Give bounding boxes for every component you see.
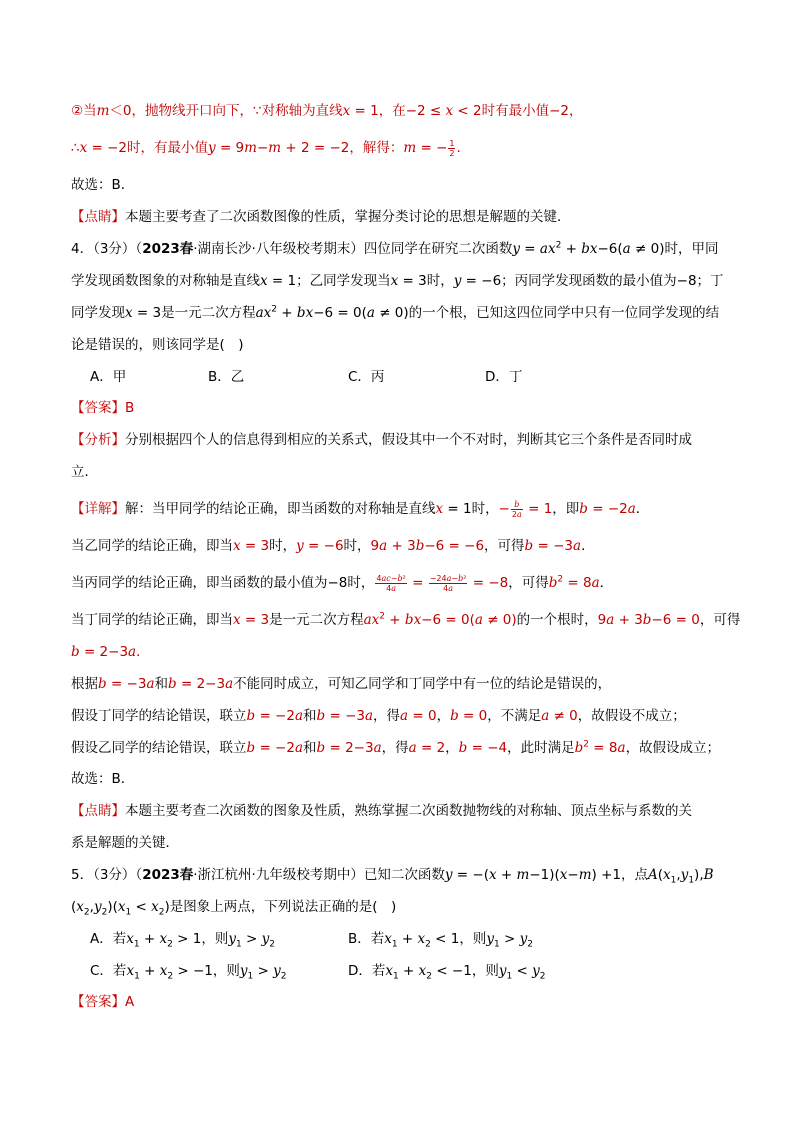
q5-option-d: D．若$x_1 + x_2 < -1$，则$y_1 < y_2$	[348, 963, 546, 982]
question-5-stem-line-1: 5．（3分）（2023春·浙江杭州·九年级校考期中）已知二次函数y = −(x + m−1)(x−m) +1，点$A(x_1,y_1),B$	[71, 867, 714, 886]
key-point-line-2b: 系是解题的关键．	[71, 835, 179, 851]
q4-detail-line-8: 假设乙同学的结论错误，联立b = −2a和b = 2−3a，得a = 2，b = −4，此时满足$b^2 = 8a$，故假设成立；	[71, 739, 721, 756]
question-5-stem-line-2: $(x_2,y_2)(x_1 < x_2)$是图象上两点，下列说法正确的是( )	[71, 899, 397, 918]
q4-option-c: C．丙	[348, 369, 385, 385]
q4-option-a: A．甲	[90, 369, 127, 385]
q5-option-b: B．若$x_1 + x_2 < 1$，则$y_1 > y_2$	[348, 931, 534, 950]
q4-detail-line-4: 当丁同学的结论正确，即当x = 3是一元二次方程$ax^2 + bx-6 = 0(a \ne 0)$的一个根时，9a + 3b−6 = 0，可得	[71, 611, 741, 628]
choose-b-line-1: 故选：B．	[71, 177, 135, 193]
q4-detail-line-6: 根据b = −3a和b = 2−3a不能同时成立，可知乙同学和丁同学中有一位的结论是错误的，	[71, 676, 612, 692]
q4-option-b: B．乙	[208, 369, 245, 385]
q4-analysis-line-2: 立．	[71, 464, 98, 480]
choose-b-line-2: 故选：B．	[71, 771, 135, 787]
q5-option-c: C．若$x_1 + x_2 > -1$，则$y_1 > y_2$	[90, 963, 287, 982]
solution-line-minimum: ∴x = −2时，有最小值y = 9m−m + 2 = −2，解得：m = − $\frac{1}{2}$ .	[71, 138, 461, 158]
q5-answer: 【答案】A	[71, 994, 135, 1010]
key-point-line-1: 【点睛】本题主要考查了二次函数图像的性质，掌握分类讨论的思想是解题的关键．	[71, 209, 571, 225]
q5-option-a: A．若$x_1 + x_2 > 1$，则$y_1 > y_2$	[90, 931, 276, 950]
q4-detail-line-2: 当乙同学的结论正确，即当x = 3时，y = −6时，9a + 3b−6 = −6，可得b = −3a．	[71, 538, 595, 554]
q4-option-d: D．丁	[485, 369, 523, 385]
q4-detail-line-5: b = 2−3a．	[71, 644, 150, 660]
question-4-stem-line-1: 4．（3分）（2023春·湖南长沙·八年级校考期末）四位同学在研究二次函数$y = ax^2 + bx-6(a \ne 0)$时，甲同	[71, 240, 719, 257]
q4-detail-line-7: 假设丁同学的结论错误，联立b = −2a和b = −3a，得a = 0，b = 0，不满足a ≠ 0，故假设不成立；	[71, 708, 686, 724]
q4-detail-line-1: 【详解】解：当甲同学的结论正确，即当函数的对称轴是直线x = 1时，− $\frac{b}{2a}$ = 1，即b = −2a．	[71, 499, 650, 519]
q4-answer: 【答案】B	[71, 400, 135, 416]
question-4-stem-line-3: 同学发现x = 3是一元二次方程$ax^2 + bx-6 = 0(a \ne 0)$的一个根，已知这四位同学中只有一位同学发现的结	[71, 304, 720, 321]
question-4-stem-line-2: 学发现函数图象的对称轴是直线x = 1；乙同学发现当x = 3时，y = −6；丙同学发现函数的最小值为−8；丁	[71, 273, 724, 289]
q4-detail-line-3: 当丙同学的结论正确，即当函数的最小值为−8时， $\frac{\text{4ac−b²}}{4a}$ = $\frac{\text{−24a−b²}}{4a}$ = −8，可得$b^2 = 8a$．	[71, 573, 614, 593]
solution-line-case2: ②当m＜0，抛物线开口向下，∵对称轴为直线x = 1，在−2 ≤ x < 2时有最小值−2，	[71, 103, 583, 119]
question-4-stem-line-4: 论是错误的，则该同学是( )	[71, 337, 244, 353]
key-point-line-2a: 【点睛】本题主要考查二次函数的图象及性质，熟练掌握二次函数抛物线的对称轴、顶点坐标与系数的关	[71, 803, 692, 819]
q4-analysis-line-1: 【分析】分别根据四个人的信息得到相应的关系式，假设其中一个不对时，判断其它三个条件是否同时成	[71, 432, 692, 448]
